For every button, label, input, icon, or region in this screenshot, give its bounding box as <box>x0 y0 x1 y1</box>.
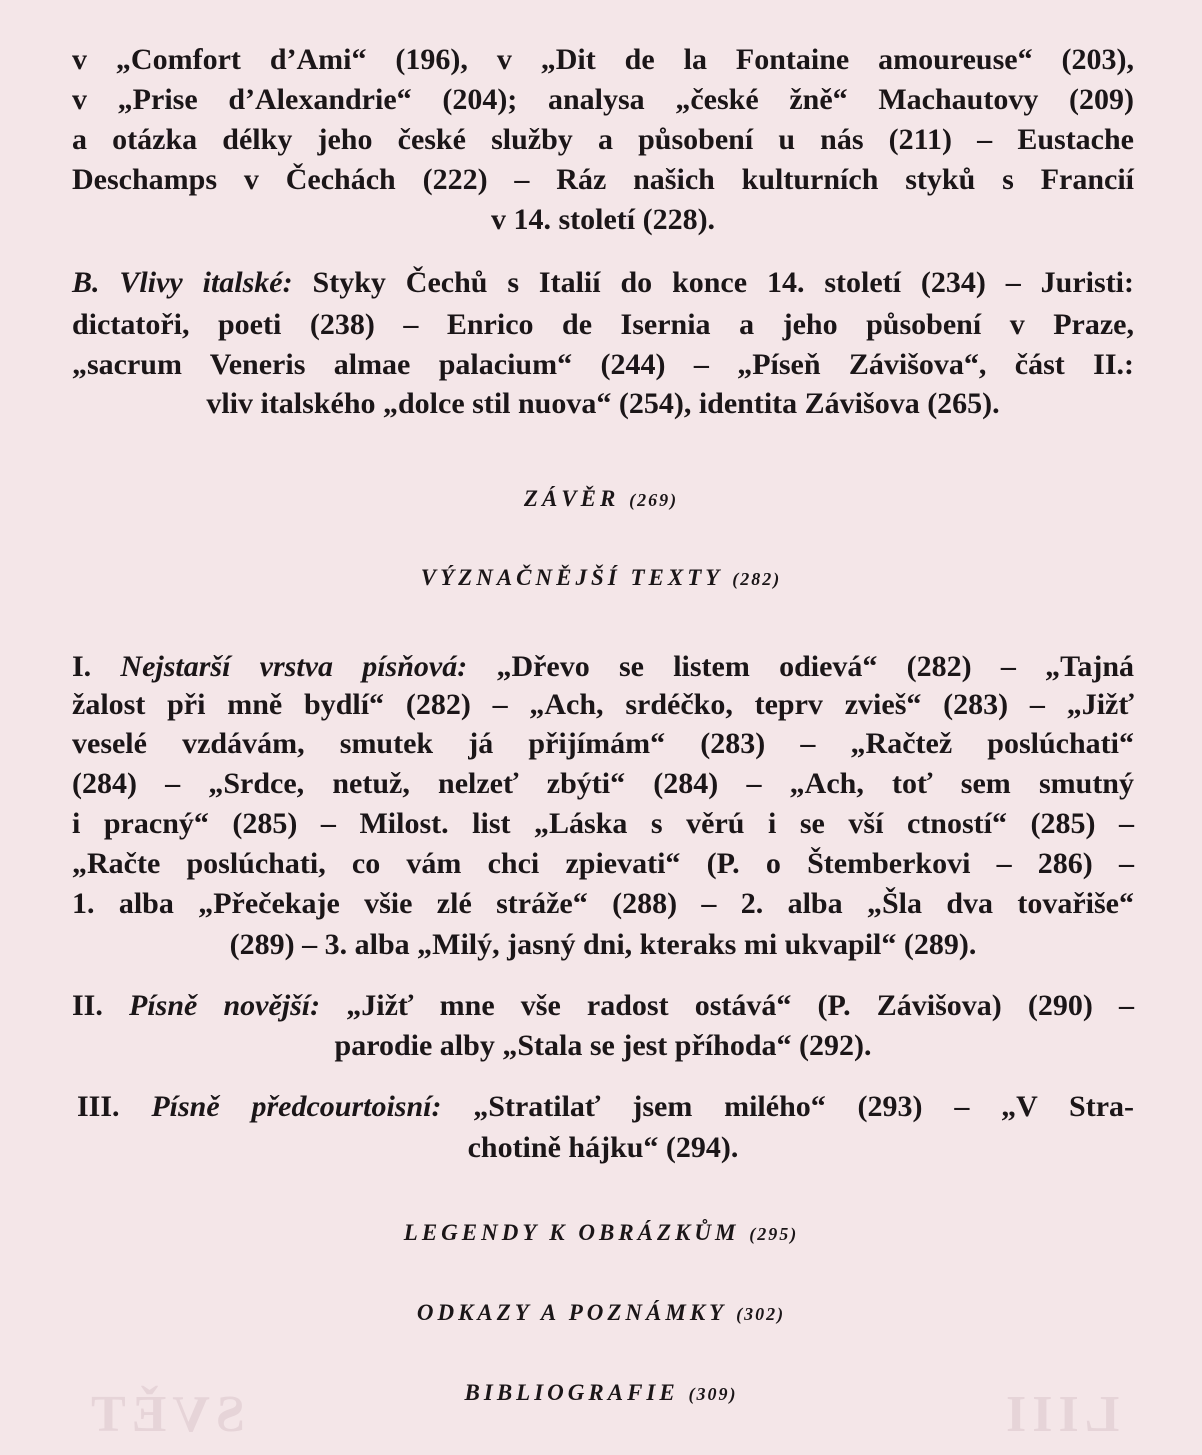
section-number: I. <box>72 650 92 683</box>
text-span: „Jižť mne vše radost ostává“ (P. Závišova) (290) – <box>346 989 1134 1022</box>
text-line: 1. alba „Přečekaje všie zlé stráže“ (288) – 2. alba „Šla dva tovařiše“ <box>72 887 1134 920</box>
text-line: chotině hájku“ (294). <box>467 1131 739 1164</box>
section-b-label: B. Vlivy italské: <box>72 266 293 299</box>
text-line: v „Prise d’Alexandrie“ (204); analysa „české žně“ Machautovy (209) <box>72 83 1134 116</box>
heading-legendy <box>0 1218 1202 1249</box>
text-line: veselé vzdávám, smutek já přijímám“ (283) – „Račtež poslúchati“ <box>72 727 1134 760</box>
text-line: žalost při mně bydlí“ (282) – „Ach, srdéčko, teprv zvieš“ (283) – „Jižť <box>72 688 1134 721</box>
heading-bibliografie <box>0 1378 1202 1409</box>
text-line: (284) – „Srdce, netuž, nelzeť zbýti“ (284) – „Ach, toť sem smutný <box>72 767 1134 800</box>
show-through-left: SVĚT <box>85 1386 245 1443</box>
heading-title: ODKAZY A POZNÁMKY <box>416 1300 727 1325</box>
heading-title: BIBLIOGRAFIE <box>464 1380 679 1405</box>
section-label: Nejstarší vrstva písňová: <box>120 650 468 683</box>
heading-title: LEGENDY K OBRÁZKŮM <box>403 1220 740 1245</box>
text-line: „sacrum Veneris almae palacium“ (244) – „Píseň Závišova“, část II.: <box>72 348 1134 381</box>
section-number: III. <box>77 1090 120 1123</box>
text-line: v „Comfort d’Ami“ (196), v „Dit de la Fontaine amoureuse“ (203), <box>72 43 1134 76</box>
text-line: parodie alby „Stala se jest příhoda“ (292). <box>334 1029 872 1062</box>
texts-i-first-line <box>72 647 1134 687</box>
text-span: „Dřevo se listem odievá“ (282) – „Tajná <box>496 650 1135 683</box>
section-label: Písně předcourtoisní: <box>151 1090 442 1123</box>
heading-page: (282) <box>732 569 782 589</box>
section-b-first-line <box>72 263 1134 303</box>
heading-page: (302) <box>736 1304 786 1324</box>
heading-page: (309) <box>688 1384 738 1404</box>
text-line: dictatoři, poeti (238) – Enrico de Isernia a jeho působení v Praze, <box>72 308 1134 341</box>
text-line: i pracný“ (285) – Milost. list „Láska s věrú i se vší ctností“ (285) – <box>72 807 1134 840</box>
section-number: II. <box>72 989 103 1022</box>
heading-zaver <box>0 484 1202 515</box>
heading-title: VÝZNAČNĚJŠÍ TEXTY <box>420 565 723 590</box>
text-line: „Račte poslúchati, co vám chci zpievati“ (P. o Štemberkovi – 286) – <box>72 847 1134 880</box>
text-span: „Stratilať jsem milého“ (293) – „V Stra- <box>473 1090 1135 1123</box>
text-line: v 14. století (228). <box>490 203 716 236</box>
text-line: (289) – 3. alba „Milý, jasný dni, kteraks mi ukvapil“ (289). <box>229 928 977 961</box>
heading-vyznacnejsi-texty <box>0 563 1202 594</box>
text-line: a otázka délky jeho české služby a působení u nás (211) – Eustache <box>72 123 1134 156</box>
texts-iii-first-line <box>77 1087 1134 1127</box>
heading-page: (269) <box>629 490 679 510</box>
show-through-right: LIII <box>1000 1386 1120 1443</box>
text-line: Deschamps v Čechách (222) – Ráz našich kulturních styků s Francií <box>72 163 1134 196</box>
heading-odkazy <box>0 1298 1202 1329</box>
texts-ii-first-line <box>72 986 1134 1026</box>
text-line: vliv italského „dolce stil nuova“ (254), identita Závišova (265). <box>206 387 1000 420</box>
heading-title: ZÁVĚR <box>523 486 620 511</box>
heading-page: (295) <box>749 1224 799 1244</box>
text-span: Styky Čechů s Italií do konce 14. století (234) – Juristi: <box>312 266 1135 299</box>
section-label: Písně novější: <box>129 989 321 1022</box>
